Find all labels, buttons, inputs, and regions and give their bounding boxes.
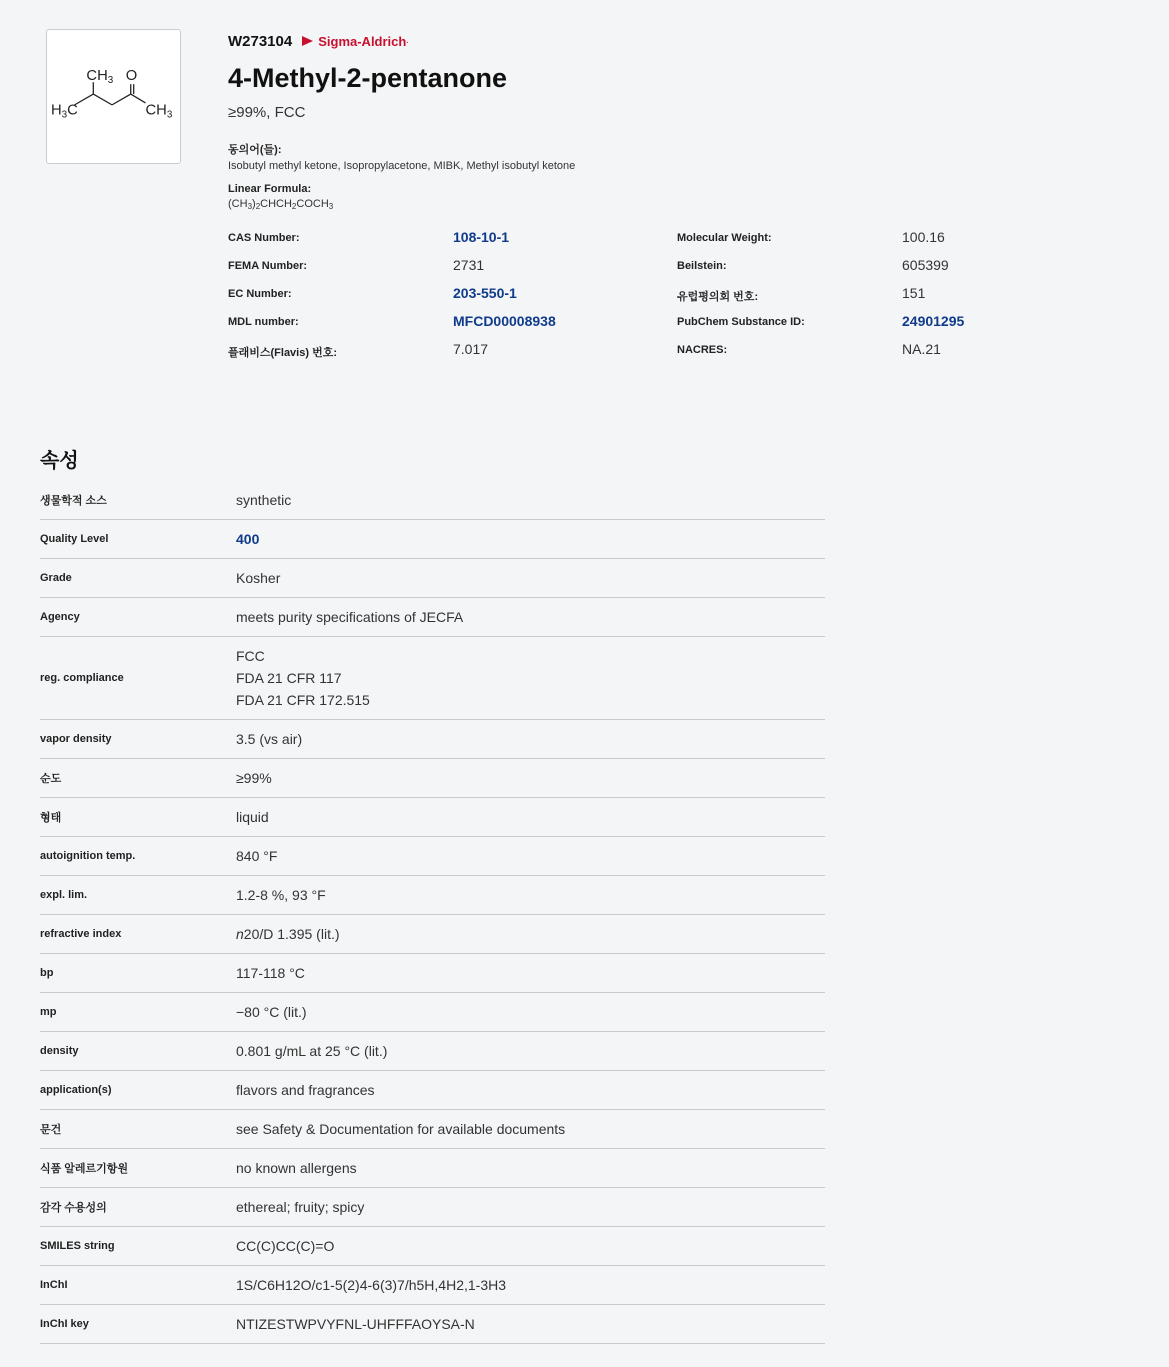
- synonyms-value: Isobutyl methyl ketone, Isopropylacetone, MIBK, Methyl isobutyl ketone: [228, 160, 576, 172]
- identifier-label: FEMA Number:: [228, 260, 308, 272]
- property-value: 840 °F: [236, 848, 278, 864]
- property-row: [40, 993, 825, 1032]
- identifier-value: 605399: [902, 257, 949, 273]
- struct-ch3-right: CH: [145, 102, 167, 119]
- property-value: liquid: [236, 809, 269, 825]
- struct-ch3-top-sub: 3: [107, 75, 114, 87]
- property-value: ≥99%: [236, 770, 272, 786]
- property-label: 형태: [40, 812, 62, 824]
- structure-drawing: [47, 30, 180, 163]
- property-row: [40, 954, 825, 993]
- properties-table: [40, 481, 825, 1344]
- property-label: autoignition temp.: [40, 850, 136, 862]
- property-label: 생물학적 소스: [40, 495, 107, 507]
- property-value-line: FCC: [236, 648, 265, 664]
- property-label: refractive index: [40, 928, 122, 940]
- linear-formula-label: Linear Formula:: [228, 183, 312, 195]
- properties-title: 속성: [40, 450, 79, 472]
- property-value: [236, 645, 370, 711]
- property-row: [40, 1071, 825, 1110]
- brand-row: [228, 30, 1128, 52]
- identifier-row: [228, 284, 1128, 312]
- identifier-label: Molecular Weight:: [677, 232, 772, 244]
- property-row: [40, 637, 825, 720]
- property-row: [40, 559, 825, 598]
- identifier-link[interactable]: 203-550-1: [453, 285, 517, 301]
- struct-oxygen: O: [125, 68, 138, 85]
- struct-h3c-h: H: [50, 102, 62, 119]
- property-value: ethereal; fruity; spicy: [236, 1199, 365, 1215]
- property-value-italic: n: [236, 926, 244, 942]
- property-row: [40, 1188, 825, 1227]
- property-label: SMILES string: [40, 1240, 115, 1252]
- property-link[interactable]: 400: [236, 531, 260, 547]
- property-row: [40, 1227, 825, 1266]
- property-row: [40, 720, 825, 759]
- struct-h3c-sub: 3: [61, 109, 68, 121]
- synonyms-block: [228, 141, 575, 172]
- identifier-label: 플래비스(Flavis) 번호:: [228, 347, 337, 359]
- property-row: [40, 481, 825, 520]
- identifier-link[interactable]: MFCD00008938: [453, 313, 556, 329]
- property-label: expl. lim.: [40, 889, 88, 901]
- property-value: meets purity specifications of JECFA: [236, 609, 464, 625]
- product-header: [228, 30, 1128, 359]
- property-label: mp: [40, 1006, 57, 1018]
- identifier-link[interactable]: 108-10-1: [453, 229, 510, 245]
- linear-formula-block: [228, 183, 333, 211]
- property-label: 감각 수용성의: [40, 1202, 107, 1214]
- property-row: [40, 1032, 825, 1071]
- property-label: density: [40, 1045, 79, 1057]
- svg-text:CH3: [86, 68, 113, 86]
- property-row: [40, 1266, 825, 1305]
- property-label: application(s): [40, 1084, 112, 1096]
- property-value: 1.2-8 %, 93 °F: [236, 887, 326, 903]
- property-label: 순도: [40, 773, 62, 785]
- brand-name: Sigma-Aldrich: [318, 33, 407, 49]
- property-row: [40, 876, 825, 915]
- struct-ch3-top: CH: [86, 68, 108, 85]
- brand-logo[interactable]: [302, 34, 408, 49]
- property-value: 1S/C6H12O/c1-5(2)4-6(3)7/h5H,4H2,1-3H3: [236, 1277, 507, 1293]
- property-value-text: 20/D 1.395 (lit.): [243, 926, 340, 942]
- property-label: Grade: [40, 572, 72, 584]
- synonyms-label: 동의어(들):: [228, 144, 282, 156]
- identifier-label: EC Number:: [228, 288, 292, 300]
- struct-ch3-right-sub: 3: [166, 109, 173, 121]
- struct-h3c-c: C: [67, 102, 78, 119]
- svg-text:CH3: [146, 103, 173, 121]
- identifier-value: NA.21: [902, 341, 941, 357]
- brand-mark: .: [406, 37, 409, 45]
- property-value: 3.5 (vs air): [236, 731, 303, 747]
- property-label: Agency: [40, 611, 80, 623]
- property-value: no known allergens: [236, 1160, 357, 1176]
- property-row: [40, 598, 825, 637]
- product-subtitle: ≥99%, FCC: [228, 104, 306, 121]
- identifier-value: 151: [902, 285, 926, 301]
- identifier-link[interactable]: 24901295: [902, 313, 965, 329]
- brand-triangle-icon: [302, 36, 313, 46]
- property-row: [40, 798, 825, 837]
- property-label: InChI key: [40, 1318, 89, 1330]
- identifier-row: [228, 256, 1128, 284]
- property-value: see Safety & Documentation for available documents: [236, 1121, 566, 1137]
- property-value: synthetic: [236, 492, 292, 508]
- identifier-label: 유럽평의회 번호:: [677, 291, 759, 303]
- property-row: [40, 759, 825, 798]
- identifier-row: [228, 312, 1128, 340]
- property-row: [40, 1110, 825, 1149]
- property-value: flavors and fragrances: [236, 1082, 375, 1098]
- identifier-label: Beilstein:: [677, 260, 727, 272]
- property-label: InChI: [40, 1279, 68, 1291]
- identifier-value: 7.017: [453, 341, 489, 357]
- property-row: [40, 520, 825, 559]
- product-sku: W273104: [228, 32, 293, 50]
- property-row: [40, 837, 825, 876]
- property-value: CC(C)CC(C)=O: [236, 1238, 335, 1254]
- property-value-line: FDA 21 CFR 117: [236, 670, 342, 686]
- property-label: reg. compliance: [40, 672, 124, 684]
- property-label: 문건: [40, 1124, 62, 1136]
- property-value: 117-118 °C: [236, 965, 305, 981]
- chemical-structure-image[interactable]: [46, 29, 181, 164]
- property-value: Kosher: [236, 570, 281, 586]
- property-value: −80 °C (lit.): [236, 1004, 307, 1020]
- property-value: NTIZESTWPVYFNL-UHFFFAOYSA-N: [236, 1316, 475, 1332]
- linear-formula-value: $(CH_3)_2CHCH_2COCH_3$: [228, 198, 334, 211]
- identifier-row: [228, 340, 1128, 368]
- property-row: [40, 915, 825, 954]
- property-row: [40, 1149, 825, 1188]
- property-value-line: FDA 21 CFR 172.515: [236, 692, 370, 708]
- property-label: vapor density: [40, 733, 112, 745]
- identifier-label: PubChem Substance ID:: [677, 316, 805, 328]
- identifier-row: [228, 228, 1128, 256]
- property-label: Quality Level: [40, 533, 109, 545]
- svg-text:H3C: [51, 103, 78, 121]
- identifier-value: 100.16: [902, 229, 945, 245]
- property-value: 0.801 g/mL at 25 °C (lit.): [236, 1043, 388, 1059]
- identifier-label: CAS Number:: [228, 232, 300, 244]
- identifier-value: 2731: [453, 257, 485, 273]
- property-label: 식품 알레르기항원: [40, 1163, 129, 1175]
- property-value: [236, 923, 340, 945]
- identifier-label: MDL number:: [228, 316, 299, 328]
- identifier-label: NACRES:: [677, 344, 728, 356]
- product-title: 4-Methyl-2-pentanone: [228, 63, 508, 93]
- property-label: bp: [40, 967, 54, 979]
- property-row: [40, 1305, 825, 1344]
